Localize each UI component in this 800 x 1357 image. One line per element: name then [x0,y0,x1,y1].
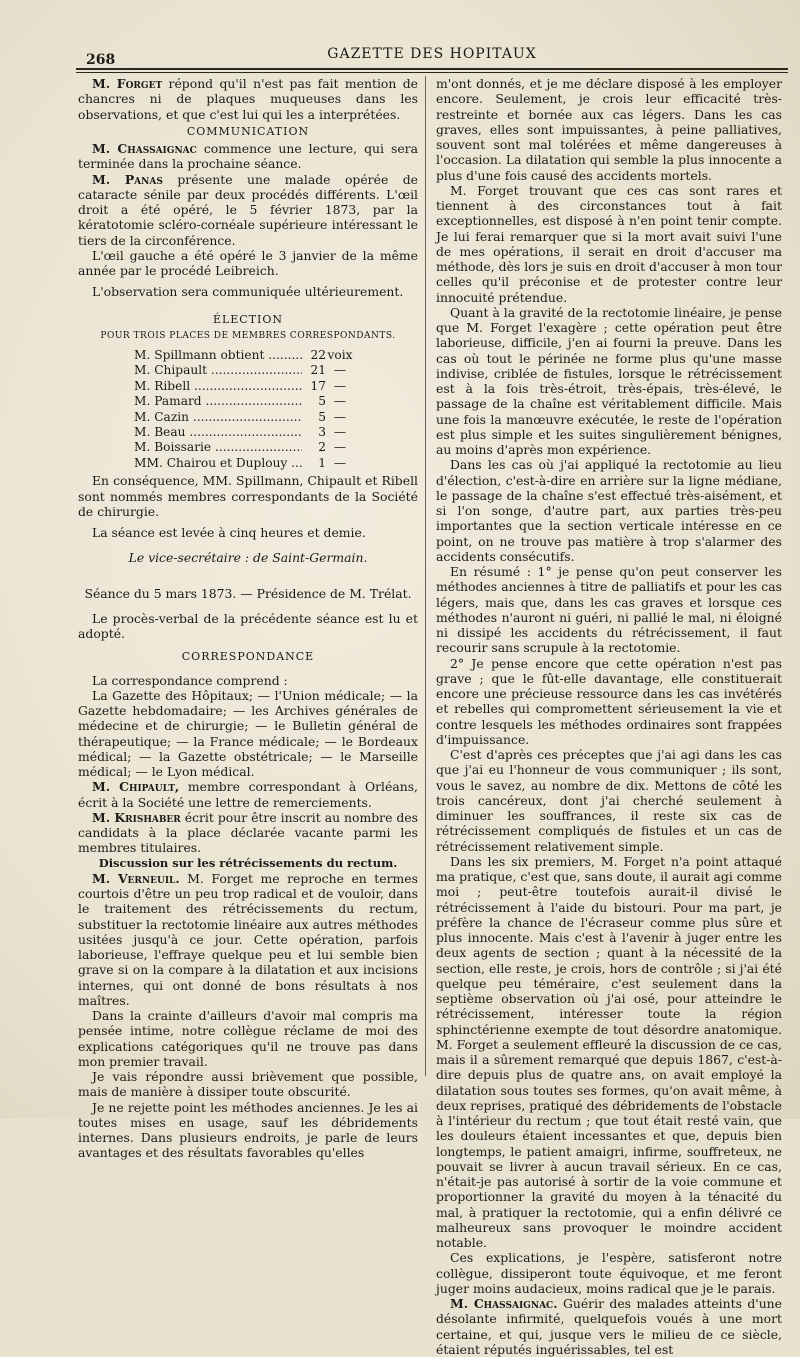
vote-row: M. Pamard ..... 5 — [134,394,364,409]
paragraph-explications: Ces explications, je l'espère, satisferont notre collègue, dissiperont toute équivoque, et me feront juger moins audacieux, moins radical que je le parais. [436,1250,782,1296]
header-rule-thick [76,68,788,70]
paragraph-text: M. Forget me reproche en termes courtois d'être un peu trop radical et de vouloir, dans le traitement des rétrécissements du rectum, substituer la rectotomie linéaire aux autres méthodes usitées jusqu'à ce jour. Cette opération, parfois laborieuse, l'effraye quelque peu et lui semble bien grave si on la compare à la dilatation et aux incisions internes, qui ont donné de bons résultats à nos maîtres. [78,870,418,1008]
paragraph-text: Guérir des malades atteints d'une désolante infirmité, quelquefois voués à une mort certaine, et qui, jusque vers le milieu de ce siècle, étaient réputés inguérissables, tel est [436,1296,782,1357]
election-title: ÉLECTION [212,312,284,326]
paragraph-text: membre correspondant à Orléans, écrit à la Société une lettre de remerciements. [78,779,418,810]
paragraph-resume: En résumé : 1° je pense qu'on peut conserver les méthodes anciennes à titre de palliatifs et pour les cas légers, mais que, dans les cas graves et lorsque ces méthodes n'auront ni guéri, ni pallié le mal, ni éloigné ni dissipé les accidents du rétrécissement, il faut recourir sans scrupule à la rectotomie. [436,564,782,656]
correspondance-title: CORRESPONDANCE [181,650,315,664]
vote-row: M. Chipault ..... 21 — [134,363,364,378]
column-separator [425,76,426,1076]
paragraph-correspondance: La correspondance comprend : [92,672,288,688]
communication-title: COMMUNICATION [186,124,310,138]
paragraph-preceptes: C'est d'après ces préceptes que j'ai agi dans les cas que j'ai eu l'honneur de vous communiquer ; ils sont, vous le savez, au nombre de dix. Mettons de côté les trois cancéreux, dont j'ai cherché seulement à diminuer les souffrances, il reste six cas de rétrécissement compliqués de fistules et un cas de rétrécissement relativement simple. [436,747,782,854]
discussion-title: Discussion sur les rétrécissements du rectum. [98,855,398,870]
page-number: 268 [86,52,116,68]
paragraph-crainte: Dans la crainte d'ailleurs d'avoir mal compris ma pensée intime, notre collègue réclame de moi des explications catégoriques qu'il ne trouve pas dans mon premier travail. [78,1008,418,1069]
signature: Le vice-secrétaire : de Saint-Germain. [128,550,368,566]
paragraph-oeil: L'œil gauche a été opéré le 3 janvier de la même année par le procédé Leibreich. [78,247,418,278]
speaker-name: M. Chipault, [92,779,180,795]
vote-row: M. Spillmann obtient ..... 22 voix [134,348,364,363]
speaker-name: M. Forget [92,76,163,91]
running-title: GAZETTE DES HOPITAUX [327,46,537,62]
paragraph-krishaber [78,810,418,856]
left-column [78,76,418,1161]
paragraph-forget [78,76,418,122]
paragraph-chipault [78,779,418,810]
paragraph-repondre: Je vais répondre aussi brièvement que possible, mais de manière à dissiper toute obscurité. [78,1069,418,1100]
seance-title: Séance du 5 mars 1873. — Présidence de M. Trélat. [84,585,412,601]
paragraph-levee: La séance est levée à cinq heures et demie. [92,525,366,540]
paragraph-chassaignac-reply [436,1296,782,1357]
election-subtitle: POUR TROIS PLACES DE MEMBRES CORRESPONDANTS. [100,330,396,341]
paragraph-rejette: Je ne rejette point les méthodes anciennes. Je les ai toutes mises en usage, sauf les débridements internes. Dans plusieurs endroits, je parle de leurs avantages et des résultats favorables qu'elles [78,1099,418,1161]
speaker-name: M. Chassaignac. [450,1296,558,1311]
speaker-name: M. Panas [92,171,163,187]
vote-row: M. Cazin ..... 5 — [134,410,364,425]
paragraph-consequence: En conséquence, MM. Spillmann, Chipault et Ribell sont nommés membres correspondants de la Société de chirurgie. [78,473,418,519]
vote-row: M. Beau ..... 3 — [134,425,364,440]
paragraph-six-premiers: Dans les six premiers, M. Forget n'a point attaqué ma pratique, c'est que, sans doute, il aurait agi comme moi ; peut-être toutefois aurait-il divisé le rétrécissement à l'aide du bistouri. Pour ma part, je préfère la chance de l'écraseur comme plus sûre et plus innocente. Mais c'est à l'avenir à juger entre les deux agents de section ; quant à la nécessité de la section, elle reste, je crois, hors de contrôle ; si j'ai été quelque peu téméraire, c'est seulement dans la septième observation où j'ai osé, pour atteindre le rétrécissement, intéresser toute la région sphinctérienne exempte de tout désordre anatomique. M. Forget a seulement effleuré la discussion de ce cas, mais il a sûrement remarqué que depuis 1867, c'est-à-dire depuis plus de quatre ans, on avait employé la dilatation sous toutes ses formes, qu'on avait même, à deux reprises, pratiqué des débridements de l'obstacle à l'intérieur du rectum ; que tout était resté vain, que les douleurs étaient incessantes et que, depuis bien longtemps, le patient amaigri, infirme, souffreteux, ne pouvait se livrer à aucun travail sérieux. En ce cas, n'était-je pas autorisé à sortir de la voie commune et proportionner la gravité du moyen à la ténacité du mal, à pratiquer la rectotomie, qui a enfin délivré ce malheureux sans provoquer le moindre accident notable. [436,853,782,1250]
paragraph-text: répond qu'il n'est pas fait mention de chancres ni de plaques muqueuses dans les observations, et que c'est lui qui les a interprétées. [78,76,418,122]
paragraph-verneuil [78,871,418,1008]
vote-row: MM. Chairou et Duplouy ..... 1 — [134,456,364,471]
vote-row: M. Ribell ..... 17 — [134,379,364,394]
paragraph-dans: Dans les cas où j'ai appliqué la rectotomie au lieu d'élection, c'est-à-dire en arrière sur la ligne médiane, le passage de la chaîne s'est effectué très-aisément, et si l'on songe, d'autre part, aux parties très-peu importantes que la section verticale intéresse en ce point, on ne trouve pas matière à trop s'alarmer des accidents consécutifs. [436,457,782,564]
paragraph-quant: Quant à la gravité de la rectotomie linéaire, je pense que M. Forget l'exagère ; cette opération peut être laborieuse, difficile, j'en ai fourni la preuve. Dans les cas où tout le périnée ne forme plus qu'une masse indivise, criblée de fistules, lorsque le rétrécissement est à la fois très-étroit, très-épais, très-élevé, le passage de la chaîne est véritablement difficile. Mais une fois la manœuvre exécutée, le reste de l'opération est plus simple et les suites singulièrement bénignes, au moins d'après mon expérience. [436,304,782,457]
paragraph-proces: Le procès-verbal de la précédente séance est lu et adopté. [78,610,418,641]
paragraph-chassaignac [78,141,418,172]
paragraph-gazette-list: La Gazette des Hôpitaux; — l'Union médicale; — la Gazette hebdomadaire; — les Archives générales de médecine et de chirurgie; — le Bulletin général de thérapeutique; — la France médicale; — le Bordeaux médical; — la Gazette obstétricale; — le Marseille médical; — le Lyon médical. [78,687,418,779]
speaker-name: M. Krishaber [92,809,181,825]
vote-row: M. Boissarie ..... 2 — [134,440,364,455]
paragraph-text: écrit pour être inscrit au nombre des candidats à la place déclarée vacante parmi les membres titulaires. [78,809,418,856]
paragraph-observation: L'observation sera communiquée ultérieurement. [92,284,404,300]
paragraph-text: commence une lecture, qui sera terminée dans la prochaine séance. [78,141,418,172]
speaker-name: M. Verneuil. [92,870,180,886]
paragraph-text: présente une malade opérée de cataracte sénile par deux procédés différents. L'œil droit a été opéré, le 5 février 1873, par la kératotomie scléro-cornéale supérieure intéressant le tiers de la circonférence. [78,171,418,248]
speaker-name: M. Chassaignac [92,141,197,156]
paragraph-trouvant: M. Forget trouvant que ces cas sont rares et tiennent à des circonstances tout à fait exceptionnelles, est disposé à n'en point tenir compte. Je lui ferai remarquer que si la mort avait suivi l'une de mes opérations, il serait en droit d'accuser ma méthode, dès lors je suis en droit d'accuser à mon tour celles qu'il préconise et de protester contre leur innocuité prétendue. [436,182,782,305]
page-header [76,42,788,70]
paragraph-panas [78,172,418,248]
vote-list [134,348,364,471]
header-rule-thin [76,72,788,73]
right-column [436,76,782,1357]
paragraph-continuation: m'ont donnés, et je me déclare disposé à les employer encore. Seulement, je crois leur efficacité très-restreinte et bornée aux cas légers. Dans les cas graves, elles sont impuissantes, à peine palliatives, souvent sont mal tolérées et même dangereuses à l'occasion. La dilatation qui semble la plus innocente a plus d'une fois causé des accidents mortels. [436,76,782,183]
paragraph-second-point: 2° Je pense encore que cette opération n'est pas grave ; que le fût-elle davantage, elle constituerait encore une précieuse ressource dans les cas invétérés et rebelles qui compromettent sérieusement la vie et contre lesquels les méthodes ordinaires sont frappées d'impuissance. [436,655,782,747]
